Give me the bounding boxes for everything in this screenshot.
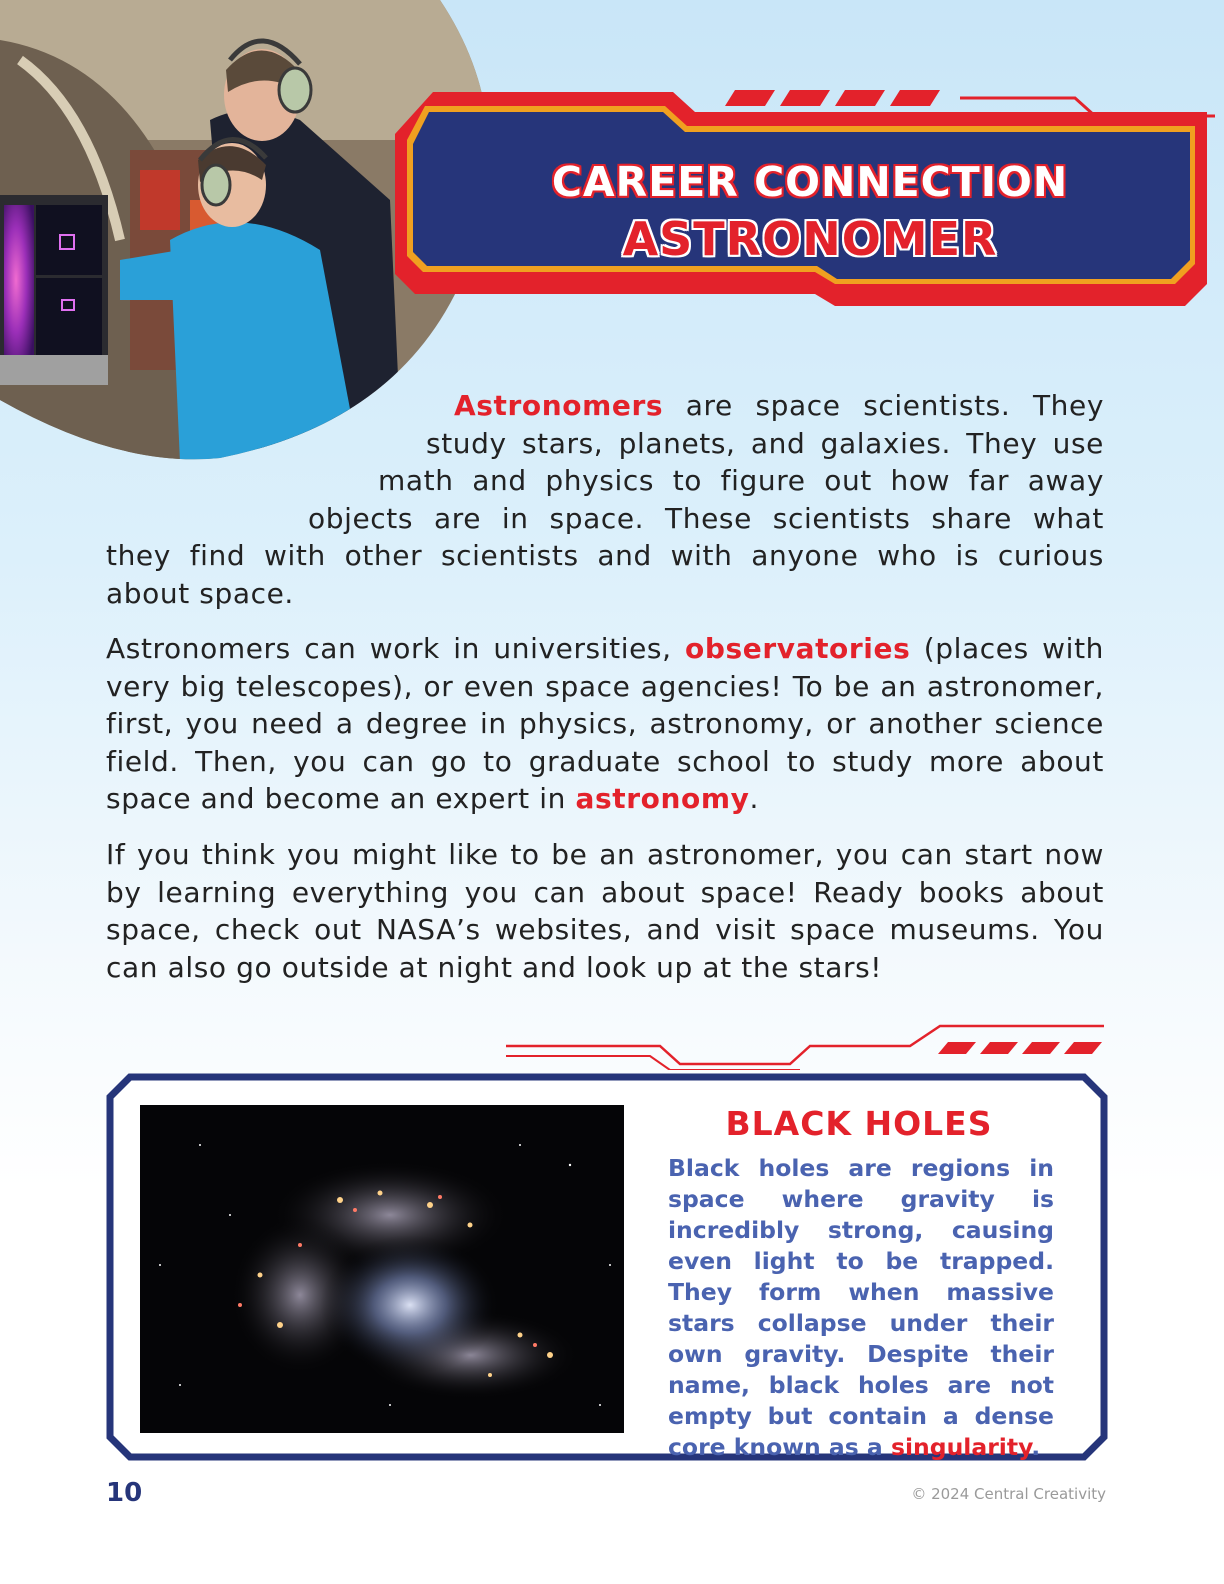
- para1-line3: math and physics to figure out how far away: [378, 464, 1104, 498]
- para1-line5: they find with other scientists and with anyone who is curious: [106, 539, 1104, 573]
- paragraph-intro: [106, 387, 1104, 613]
- paragraph-workplaces: Astronomers can work in universities, observatories (places with very big telescopes), or even space agencies! To be an astronomer, first, you need a degree in physics, astronomy, or another science field. Then, you can go to graduate school to study more about space and become an expert in astronomy.: [106, 632, 1104, 816]
- divider-decoration: [500, 1020, 1110, 1070]
- astronomy-term: astronomy: [575, 782, 750, 816]
- banner-title-line2: ASTRONOMER: [622, 212, 998, 266]
- copyright: © 2024 Central Creativity: [911, 1485, 1106, 1503]
- galaxy-image: [140, 1105, 624, 1433]
- para1-line1: Astronomers are space scientists. They: [454, 389, 1104, 422]
- page-number: 10: [106, 1478, 143, 1508]
- para1-line6: about space.: [106, 576, 294, 610]
- observatories-term: observatories: [684, 632, 911, 665]
- singularity-term: singularity: [890, 1433, 1032, 1461]
- black-holes-title: BLACK HOLES: [725, 1104, 993, 1143]
- astronomers-term: Astronomers: [454, 389, 664, 422]
- para1-line4: objects are in space. These scientists share what: [308, 501, 1104, 535]
- para1-line2: study stars, planets, and galaxies. They use: [426, 426, 1104, 460]
- black-holes-text: Black holes are regions in space where gravity is incredibly strong, causing even light to be trapped. They form when massive stars collapse under their own gravity. Despite their name, black holes are not empty but contain a dense core known as a singularity.: [668, 1154, 1054, 1461]
- paragraph-get-started: If you think you might like to be an astronomer, you can start now by learning everything you can about space! Ready books about space, check out NASA’s websites, and visit space museums. You can also go outside at night and look up at the stars!: [106, 838, 1104, 984]
- banner-title-line1: CAREER CONNECTION: [551, 158, 1069, 206]
